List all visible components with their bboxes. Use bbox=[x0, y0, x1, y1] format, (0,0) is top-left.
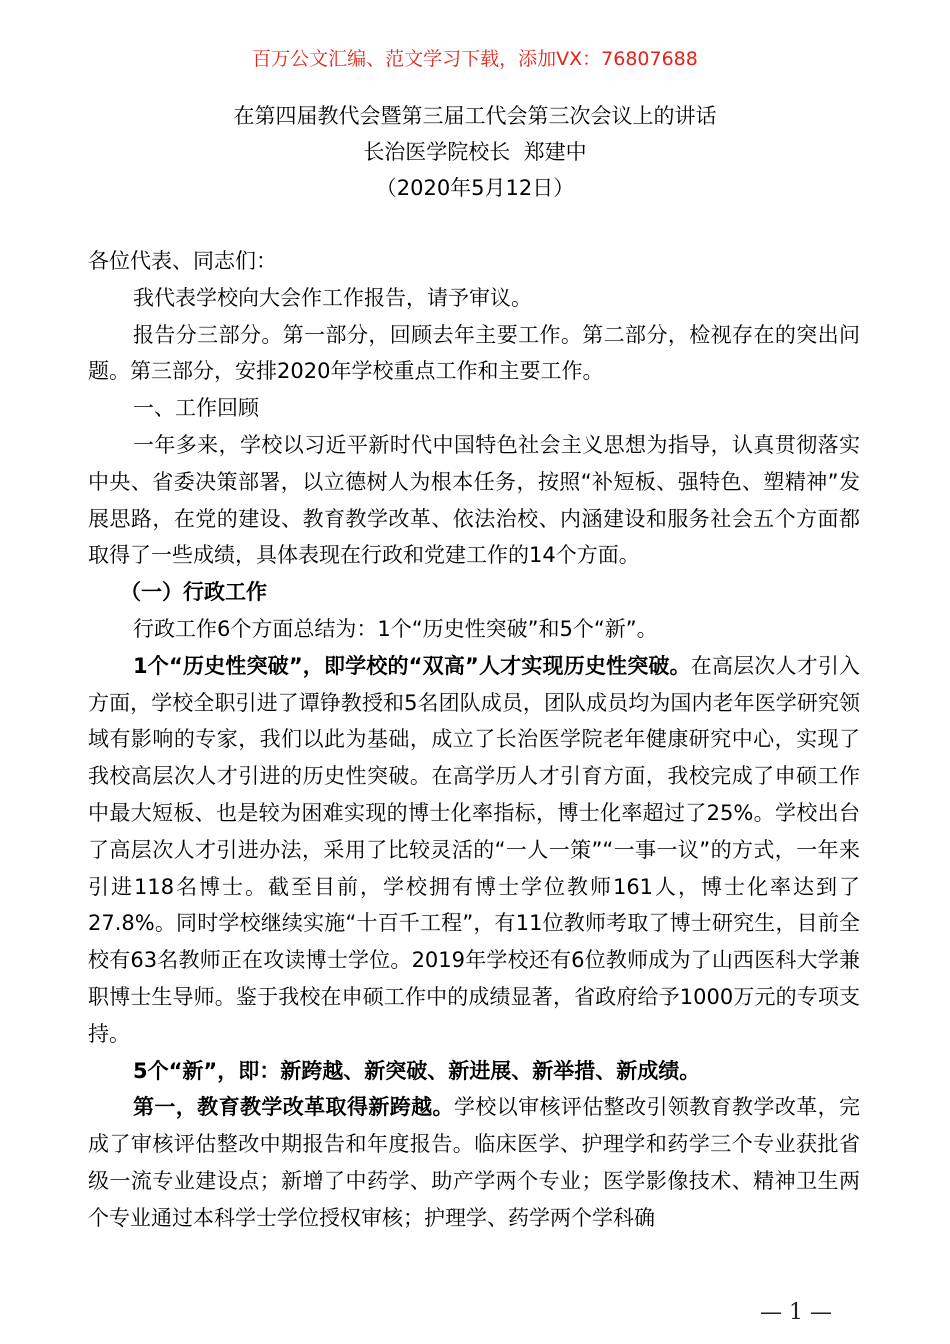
document-body bbox=[88, 243, 860, 1237]
watermark-banner: 百万公文汇编、范文学习下载，添加VX：76807688 bbox=[252, 48, 698, 70]
paragraph: 我代表学校向大会作工作报告，请予审议。 bbox=[133, 285, 532, 310]
paragraph-text: 在高层次人才引入方面，学校全职引进了谭铮教授和5名团队成员，团队成员均为国内老年医学研究领域有影响的专家，我们以此为基础，成立了长治医学院老年健康研究中心，实现了我校高层次人才引进的历史性突破。在高学历人才引育方面，我校完成了申硕工作中最大短板、也是较为困难实现的博士化率指标，博士化率超过了25%。学校出台了高层次人才引进办法，采用了比较灵活的“一人一策”“一事一议”的方式，一年来引进118名博士。截至目前，学校拥有博士学位教师161人，博士化率达到了27.8%。同时学校继续实施“十百千工程”，有11位教师考取了博士研究生，目前全校有63名教师正在攻读博士学位。2019年学校还有6位教师成为了山西医科大学兼职博士生导师。鉴于我校在申硕工作中的成绩显著，省政府给予1000万元的专项支持。 bbox=[88, 653, 860, 1046]
salutation: 各位代表、同志们： bbox=[88, 249, 277, 273]
paragraph: 一年多来，学校以习近平新时代中国特色社会主义思想为指导，认真贯彻落实中央、省委决策部署，以立德树人为根本任务，按照“补短板、强特色、塑精神”发展思路，在党的建设、教育教学改革、依法治校、内涵建设和服务社会五个方面都取得了一些成绩，具体表现在行政和党建工作的14个方面。 bbox=[88, 432, 860, 568]
paragraph-lead: 第一，教育教学改革取得新跨越。 bbox=[133, 1095, 454, 1120]
page-number: — 1 — bbox=[760, 1300, 832, 1325]
paragraph-text: 学校以审核评估整改引领教育教学改革，完成了审核评估整改中期报告和年度报告。临床医学、护理学和药学三个专业获批省级一流专业建设点；新增了中药学、助产学两个专业；医学影像技术、精神卫生两个专业通过本科学士学位授权审核；护理学、药学两个学科确 bbox=[88, 1095, 861, 1230]
section-heading: 一、工作回顾 bbox=[133, 396, 259, 421]
paragraph bbox=[88, 648, 860, 1053]
paragraph-lead: 5个“新”，即：新跨越、新突破、新进展、新举措、新成绩。 bbox=[133, 1058, 701, 1083]
author-line: 长治医学院校长 郑建中 bbox=[363, 140, 587, 164]
paragraph-lead: 1个“历史性突破”，即学校的“双高”人才实现历史性突破。 bbox=[133, 653, 691, 678]
title-block bbox=[0, 98, 950, 206]
paragraph: 行政工作6个方面总结为：1个“历史性突破”和5个“新”。 bbox=[133, 616, 658, 641]
date-line: （2020年5月12日） bbox=[375, 176, 575, 200]
paragraph: 报告分三部分。第一部分，回顾去年主要工作。第二部分，检视存在的突出问题。第三部分，安排2020年学校重点工作和主要工作。 bbox=[88, 322, 860, 384]
subsection-heading: （一）行政工作 bbox=[120, 580, 267, 605]
paragraph bbox=[88, 1089, 860, 1236]
document-title: 在第四届教代会暨第三届工代会第三次会议上的讲话 bbox=[233, 104, 717, 128]
